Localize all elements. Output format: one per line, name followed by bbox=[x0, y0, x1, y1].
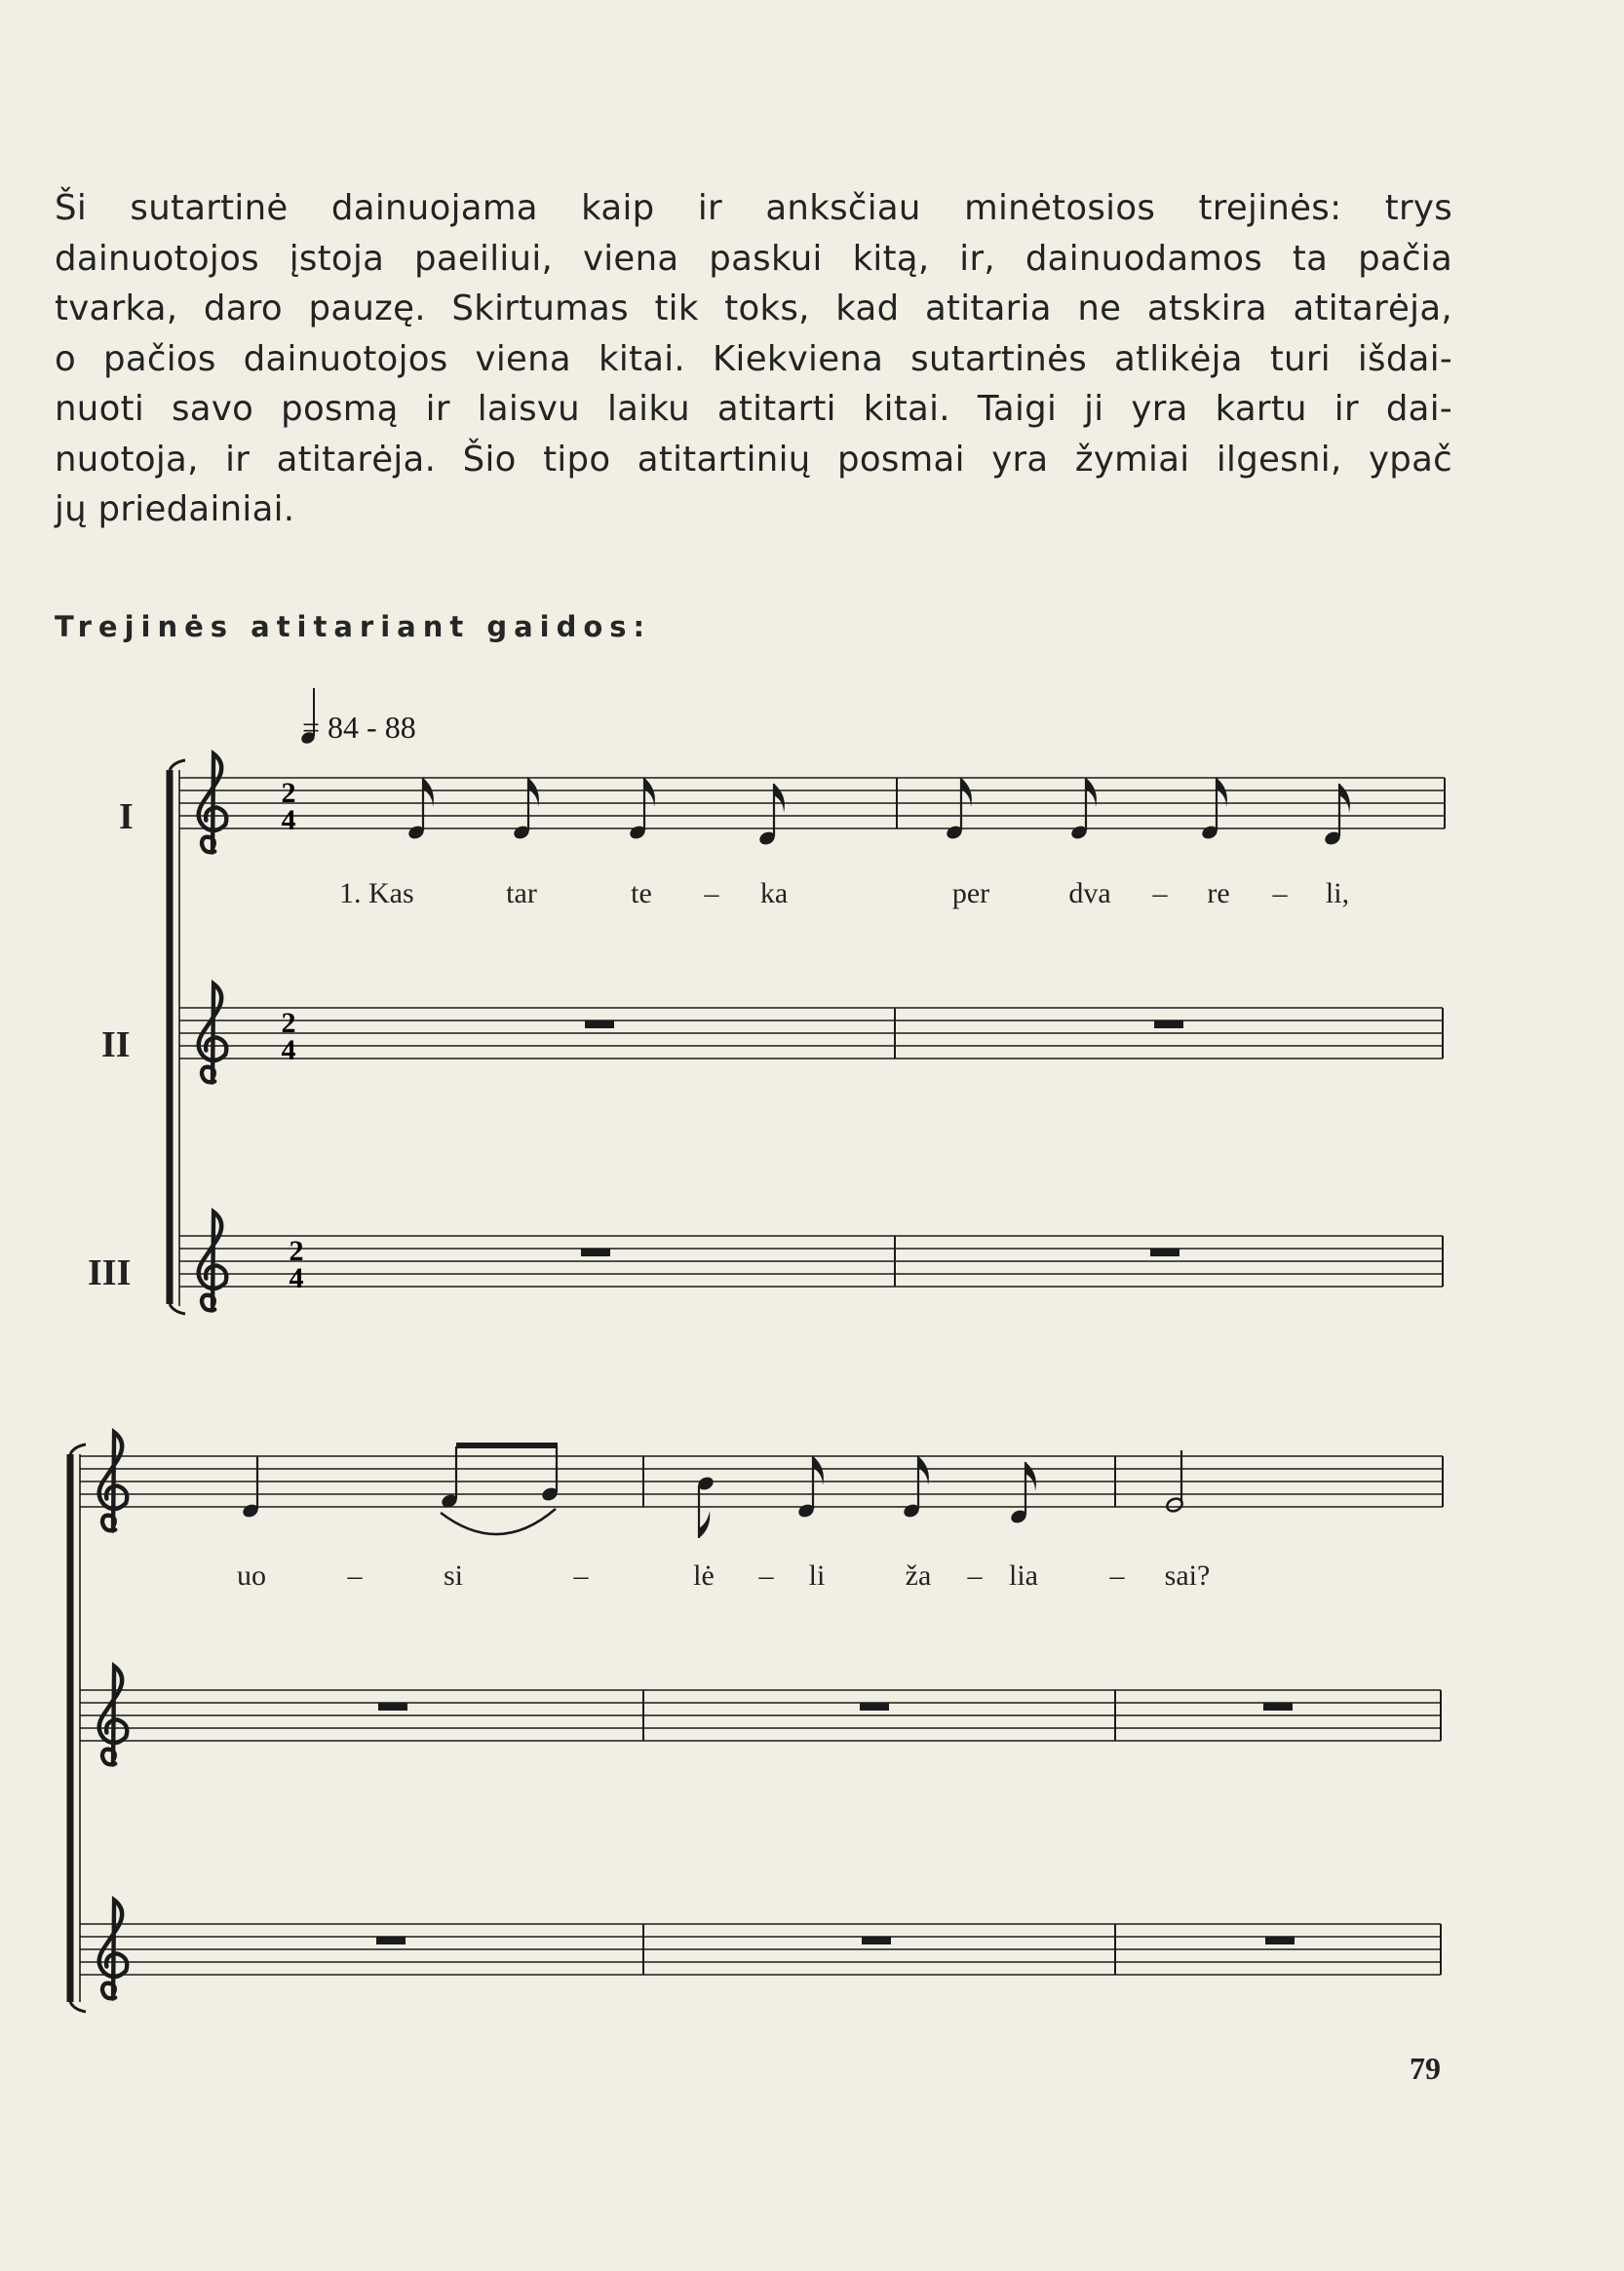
time-signature-denominator: 4 bbox=[281, 1034, 296, 1066]
lyric-syllable: – bbox=[967, 1559, 983, 1592]
lyric-syllable: li bbox=[808, 1559, 826, 1592]
lyric-syllable: lia bbox=[1009, 1559, 1038, 1592]
lyric-syllable: si bbox=[443, 1559, 464, 1592]
lyric-syllable: tar bbox=[506, 877, 537, 909]
lyric-syllable: dva bbox=[1068, 877, 1111, 909]
system-2 bbox=[70, 1432, 1443, 2012]
whole-rest bbox=[581, 1249, 610, 1256]
time-signature-denominator: 4 bbox=[281, 804, 296, 836]
quarter-note bbox=[241, 1456, 260, 1520]
lyric-syllable: – bbox=[573, 1559, 589, 1592]
lyric-syllable: per bbox=[951, 877, 990, 909]
lyric-syllable: ža bbox=[905, 1559, 932, 1592]
lyric-syllable: re bbox=[1207, 877, 1230, 909]
voice-label-1: I bbox=[119, 796, 134, 837]
lyric-syllable: sai? bbox=[1164, 1559, 1211, 1592]
staff-voice-2 bbox=[80, 1666, 1441, 1764]
lyric-syllable: – bbox=[1152, 877, 1168, 909]
paragraph-line: dainuotojos įstoja paeiliui, viena paskui kitą, ir, dainuodamos ta pačia bbox=[55, 238, 1452, 279]
system-1 bbox=[170, 753, 1445, 1314]
paragraph-line: jų priedainiai. bbox=[55, 489, 295, 529]
section-heading: Trejinės atitariant gaidos: bbox=[55, 610, 652, 643]
whole-rest bbox=[1150, 1249, 1179, 1256]
lyric-syllable: 1. Kas bbox=[339, 877, 414, 909]
whole-rest bbox=[585, 1020, 614, 1028]
staff-voice-1 bbox=[80, 1432, 1443, 1538]
lyric-syllable: – bbox=[1272, 877, 1288, 909]
paragraph-line: Ši sutartinė dainuojama kaip ir anksčiau minėtosios trejinės: trys bbox=[55, 188, 1452, 228]
lyric-syllable: li, bbox=[1325, 877, 1350, 909]
lyric-syllable: – bbox=[347, 1559, 363, 1592]
slur bbox=[441, 1509, 556, 1534]
paragraph-line: tvarka, daro pauzę. Skirtumas tik toks, kad atitaria ne atskira atitarėja, bbox=[55, 289, 1452, 328]
eighth-note bbox=[1200, 778, 1227, 841]
voice-label-3: III bbox=[88, 1252, 132, 1293]
time-signature-numerator: 2 bbox=[281, 1007, 296, 1039]
eighth-note bbox=[902, 1456, 929, 1520]
whole-rest bbox=[862, 1937, 891, 1944]
paragraph-line: nuoti savo posmą ir laisvu laiku atitarti kitai. Taigi ji yra kartu ir dai- bbox=[55, 389, 1452, 429]
whole-rest bbox=[378, 1703, 407, 1711]
lyric-syllable: lė bbox=[693, 1559, 715, 1592]
staff-voice-1 bbox=[179, 753, 1445, 852]
time-signature-denominator: 4 bbox=[289, 1262, 304, 1294]
eighth-note bbox=[512, 778, 539, 841]
staff-voice-3 bbox=[80, 1900, 1441, 1998]
staff-voice-2 bbox=[179, 983, 1443, 1082]
paragraph-line: o pačios dainuotojos viena kitai. Kiekviena sutartinės atlikėja turi išdai- bbox=[55, 338, 1452, 379]
time-signature-numerator: 2 bbox=[281, 777, 296, 809]
paragraph-line: nuotoja, ir atitarėja. Šio tipo atitartinių posmai yra žymiai ilgesni, ypač bbox=[55, 439, 1452, 480]
staff-voice-3 bbox=[179, 1212, 1443, 1310]
whole-rest bbox=[1265, 1937, 1295, 1944]
lyric-syllable: – bbox=[704, 877, 719, 909]
tempo-marking: = 84 - 88 bbox=[302, 710, 416, 745]
lyric-syllable: ka bbox=[759, 877, 789, 909]
lyric-syllable: – bbox=[758, 1559, 774, 1592]
lyric-syllable: uo bbox=[237, 1559, 266, 1592]
lyric-syllable: te bbox=[631, 877, 652, 909]
page-number: 79 bbox=[1410, 2051, 1441, 2086]
lyric-syllable: – bbox=[1109, 1559, 1125, 1592]
voice-label-2: II bbox=[101, 1024, 131, 1065]
whole-rest bbox=[1154, 1020, 1183, 1028]
eighth-note bbox=[1069, 778, 1097, 841]
eighth-note bbox=[796, 1456, 824, 1520]
eighth-note bbox=[628, 778, 655, 841]
whole-rest bbox=[376, 1937, 406, 1944]
eighth-note bbox=[406, 778, 434, 841]
time-signature-numerator: 2 bbox=[289, 1235, 304, 1267]
whole-rest bbox=[1263, 1703, 1293, 1711]
whole-rest bbox=[860, 1703, 889, 1711]
eighth-note bbox=[945, 778, 972, 841]
